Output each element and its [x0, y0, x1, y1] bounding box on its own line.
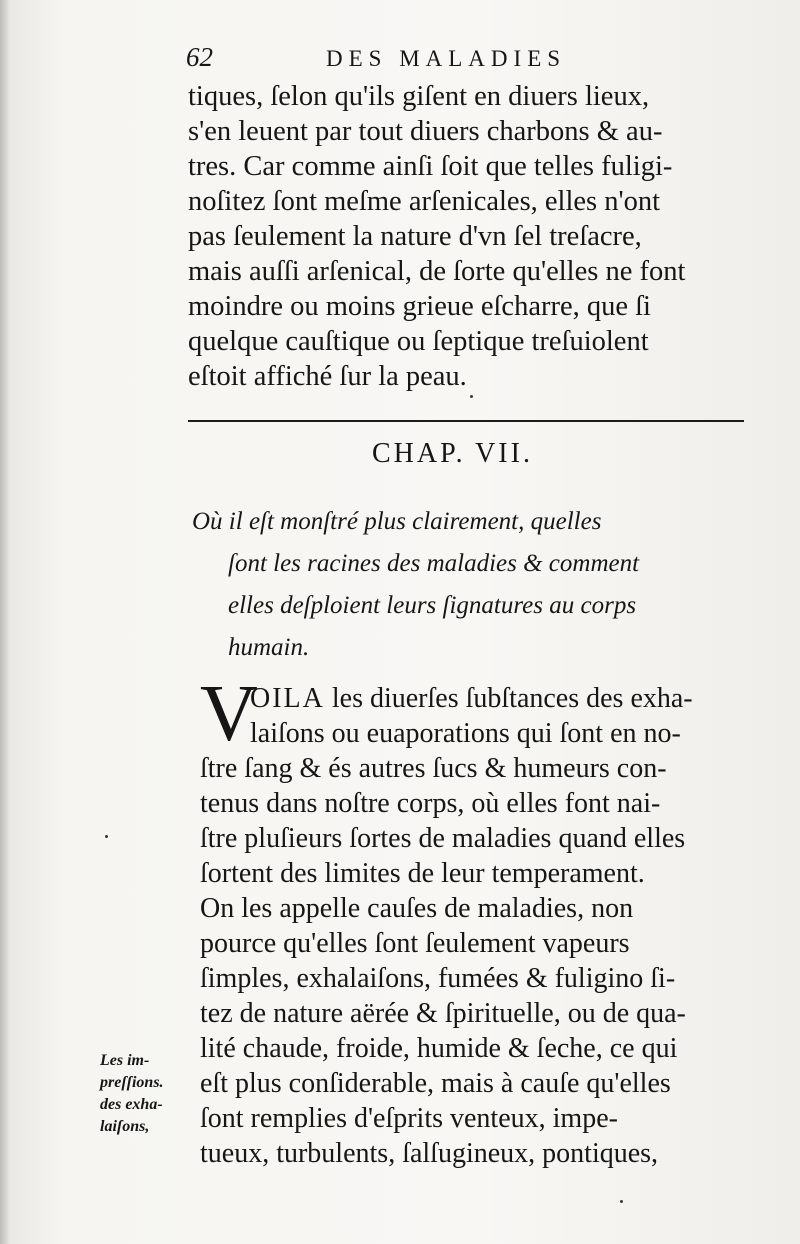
text-line: ſortent des limites de leur temperament.: [200, 858, 645, 889]
text-line: quelque cauſtique ou ſeptique treſuiolent: [188, 326, 649, 357]
text-line: tres. Car comme ainſi ſoit que telles fuligi-: [188, 151, 673, 182]
text-line: ſont remplies d'eſprits venteux, impe-: [200, 1103, 618, 1134]
text-line: noſitez ſont meſme arſenicales, elles n'ont: [188, 186, 661, 217]
text-line: ſimples, exhalaiſons, fumées & fuligino ſi-: [200, 963, 676, 994]
text-line: tueux, turbulents, ſalſugineux, pontiques,: [200, 1138, 659, 1169]
margin-note-line: Les im-: [100, 1052, 150, 1069]
margin-note-line: preſſions.: [100, 1074, 164, 1091]
paper-speck: [620, 1200, 623, 1203]
summary-line: elles deſploient leurs ſignatures au corps: [228, 592, 637, 619]
text-line: tenus dans noſtre corps, où elles font nai-: [200, 788, 661, 819]
chapter-title: CHAP. VII.: [372, 438, 533, 469]
text-line: [250, 682, 693, 716]
page-number: 62: [186, 42, 213, 72]
chapter-divider-rule: [188, 420, 744, 422]
text-line: laiſons ou euaporations qui ſont en no-: [250, 718, 681, 749]
text-line: eſtoit affiché ſur la peau.: [188, 361, 467, 392]
summary-line: humain.: [228, 634, 310, 661]
text-line: lité chaude, froide, humide & ſeche, ce qui: [200, 1033, 678, 1064]
summary-line: ſont les racines des maladies & comment: [228, 550, 640, 577]
text-line: pource qu'elles ſont ſeulement vapeurs: [200, 928, 630, 959]
margin-note-line: des exha-: [100, 1096, 163, 1113]
text-line: On les appelle cauſes de maladies, non: [200, 893, 634, 924]
first-word-smallcaps: OILA: [250, 683, 325, 714]
page-gutter-shadow: [0, 0, 10, 1244]
summary-line: Où il eſt monſtré plus clairement, quelles: [192, 508, 602, 535]
text-line: moindre ou moins grieue eſcharre, que ſi: [188, 291, 651, 322]
first-line-text: les diuerſes ſubſtances des exha-: [324, 683, 693, 714]
drop-capital: V: [200, 670, 258, 758]
text-line: tez de nature aërée & ſpirituelle, ou de qua-: [200, 998, 686, 1029]
text-line: pas ſeulement la nature d'vn ſel treſacre,: [188, 221, 642, 252]
text-line: tiques, ſelon qu'ils giſent en diuers lieux,: [188, 81, 650, 112]
margin-note-line: laiſons,: [100, 1118, 150, 1135]
page-header: [186, 42, 746, 82]
text-line: ſtre ſang & és autres ſucs & humeurs con-: [200, 753, 667, 784]
paper-speck: [105, 835, 108, 838]
text-line: eſt plus conſiderable, mais à cauſe qu'elles: [200, 1068, 671, 1099]
running-head: DES MALADIES: [326, 46, 567, 71]
text-line: mais auſſi arſenical, de ſorte qu'elles ne font: [188, 256, 686, 287]
text-line: ſtre pluſieurs ſortes de maladies quand elles: [200, 823, 686, 854]
paper-speck: [470, 395, 473, 398]
text-line: s'en leuent par tout diuers charbons & au-: [188, 116, 663, 147]
